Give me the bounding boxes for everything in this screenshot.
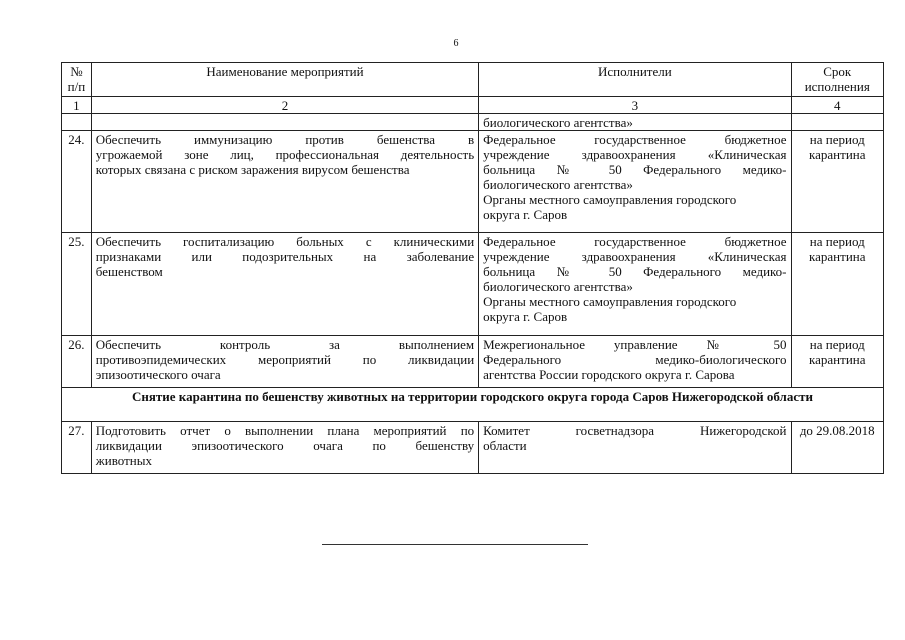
index-cell: 3	[479, 97, 791, 114]
table-row	[62, 336, 884, 388]
empty-cell	[62, 114, 92, 131]
index-cell: 4	[791, 97, 883, 114]
executors	[479, 233, 791, 336]
executor-line: Межрегиональное управление № 50	[483, 337, 787, 352]
measure-line: Подготовить отчет о выполнении плана мероприятий по	[95, 423, 475, 438]
measure-name	[91, 131, 478, 233]
executor-line: Федеральное государственное бюджетное	[483, 132, 787, 147]
row-number: 25.	[62, 233, 92, 336]
executor-line: больница № 50 Федерального медико-	[483, 162, 787, 177]
table-row	[62, 422, 884, 474]
header-executors: Исполнители	[479, 63, 791, 97]
section-row	[62, 388, 884, 422]
page-number: 6	[453, 38, 459, 49]
measure-line: животных	[95, 453, 152, 468]
continuation-text: биологического агентства»	[479, 114, 791, 131]
executor-line: округа г. Саров	[483, 309, 568, 324]
executor-line: Федерального медико-биологического	[483, 352, 787, 367]
table-row	[62, 233, 884, 336]
table-row	[62, 131, 884, 233]
term: до 29.08.2018	[791, 422, 883, 474]
measures-table	[61, 62, 884, 474]
row-number: 27.	[62, 422, 92, 474]
continuation-row	[62, 114, 884, 131]
executor-line: Органы местного самоуправления городского	[483, 294, 737, 309]
executors	[479, 422, 791, 474]
measure-line: Обеспечить иммунизацию против бешенства в	[95, 132, 475, 147]
header-term: Срок исполнения	[791, 63, 883, 97]
executors	[479, 336, 791, 388]
empty-cell	[791, 114, 883, 131]
executor-line: агентства России городского округа г. Сарова	[483, 367, 735, 382]
executor-line: биологического агентства»	[483, 177, 633, 192]
empty-cell	[91, 114, 478, 131]
executor-line: Федеральное государственное бюджетное	[483, 234, 787, 249]
measure-line: признаками или подозрительных на заболевание	[95, 249, 475, 264]
index-cell: 2	[91, 97, 478, 114]
measure-line: угрожаемой зоне лиц, профессиональная деятельность	[95, 147, 475, 162]
header-num: № п/п	[62, 63, 92, 97]
executor-line: учреждение здравоохранения «Клиническая	[483, 249, 787, 264]
executor-line: больница № 50 Федерального медико-	[483, 264, 787, 279]
executor-line: области	[483, 438, 527, 453]
measure-line: Обеспечить госпитализацию больных с клиническими	[95, 234, 475, 249]
executor-line: Органы местного самоуправления городского	[483, 192, 737, 207]
term: на период карантина	[791, 336, 883, 388]
measure-name	[91, 233, 478, 336]
index-row	[62, 97, 884, 114]
measure-line: Обеспечить контроль за выполнением	[95, 337, 475, 352]
measure-line: ликвидации эпизоотического очага по бешенству	[95, 438, 475, 453]
term: на период карантина	[791, 131, 883, 233]
executor-line: округа г. Саров	[483, 207, 568, 222]
executor-line: биологического агентства»	[483, 279, 633, 294]
footer-divider	[322, 544, 588, 545]
section-title: Снятие карантина по бешенству животных на территории городского округа города Саров Нижегородской области	[62, 388, 884, 422]
executors	[479, 131, 791, 233]
measure-line: бешенством	[95, 264, 163, 279]
term: на период карантина	[791, 233, 883, 336]
index-cell: 1	[62, 97, 92, 114]
measure-line: противоэпидемических мероприятий по ликвидации	[95, 352, 475, 367]
row-number: 24.	[62, 131, 92, 233]
executor-line: учреждение здравоохранения «Клиническая	[483, 147, 787, 162]
table-header-row	[62, 63, 884, 97]
header-name: Наименование мероприятий	[91, 63, 478, 97]
measure-name	[91, 336, 478, 388]
measure-line: эпизоотического очага	[95, 367, 221, 382]
measure-name	[91, 422, 478, 474]
executor-line: Комитет госветнадзора Нижегородской	[483, 423, 787, 438]
row-number: 26.	[62, 336, 92, 388]
measure-line: которых связана с риском заражения вирусом бешенства	[95, 162, 410, 177]
